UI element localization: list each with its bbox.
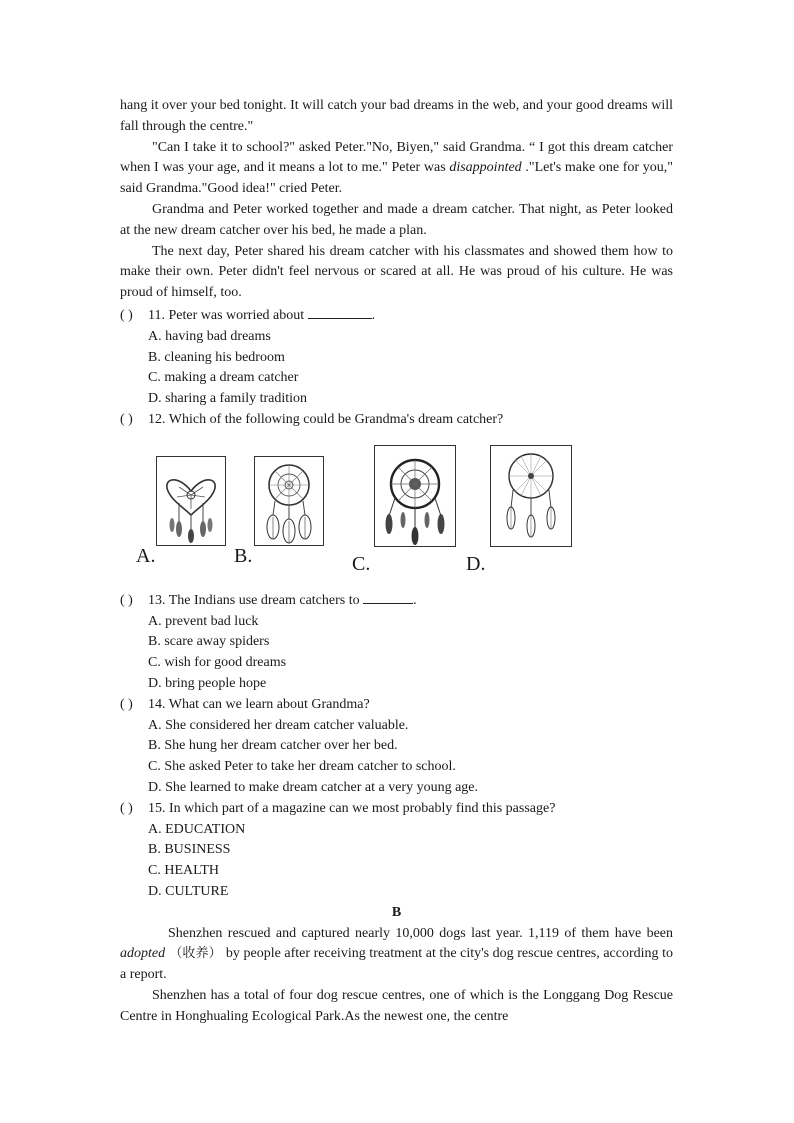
option-15c: C. HEALTH [148,863,220,879]
image-label-b: B. [234,544,253,567]
dream-catcher-image-c[interactable] [374,445,456,547]
answer-bracket[interactable]: ( ) [120,800,133,816]
paragraph-4: The next day, Peter shared his dream catcher with his classmates and showed them how to make their own. Peter didn't feel nervous or scared at all. He was proud of his culture. He was proud of himself, too. [120,243,673,301]
answer-blank [308,304,372,319]
answer-bracket[interactable]: ( ) [120,592,133,608]
image-label-d: D. [466,552,486,575]
option-14d: D. She learned to make dream catcher at a very young age. [148,779,479,795]
paragraph-3: Grandma and Peter worked together and made a dream catcher. That night, as Peter looked at the new dream catcher over his bed, he made a plan. [120,201,673,238]
option-13a: A. prevent bad luck [148,613,259,629]
answer-bracket[interactable]: ( ) [120,307,133,323]
option-15d: D. CULTURE [148,883,229,899]
option-11d: D. sharing a family tradition [148,391,308,407]
emphasis-disappointed: disappointed [449,160,522,176]
option-14c: C. She asked Peter to take her dream catcher to school. [148,759,456,775]
question-15: ( ) 15. In which part of a magazine can we most probably find this passage? [120,799,673,820]
b-paragraph-2: Shenzhen has a total of four dog rescue centres, one of which is the Longgang Dog Rescue Centre in Honghualing Ecological Park.As the newest one, the centre [120,987,673,1024]
dream-catcher-image-d[interactable] [490,445,572,547]
dream-catcher-image-a[interactable] [156,456,226,546]
option-13c: C. wish for good dreams [148,655,287,671]
question-14: ( ) 14. What can we learn about Grandma? [120,695,673,716]
emphasis-adopted: adopted [120,946,166,962]
dream-catcher-options [120,435,673,585]
question-11: ( ) 11. Peter was worried about . [120,304,673,327]
option-14b: B. She hung her dream catcher over her bed. [148,738,398,754]
b-paragraph-1: Shenzhen rescued and captured nearly 10,000 dogs last year. 1,119 of them have been adopted （收养） by people after receiving treatment at the city's dog rescue centres, according to a report. [120,925,673,983]
option-13d: D. bring people hope [148,675,267,691]
paragraph-2: "Can I take it to school?" asked Peter."No, Biyen," said Grandma. “ I got this dream catcher when I was your age, and it means a lot to me." Peter was disappointed ."Let's make one for you," said Grandma."Good idea!" cried Peter. [120,139,673,197]
dream-catcher-image-b[interactable] [254,456,324,546]
option-11c: C. making a dream catcher [148,370,299,386]
document-page [120,96,673,1027]
option-15a: A. EDUCATION [148,821,246,837]
answer-bracket[interactable]: ( ) [120,696,133,712]
answer-blank [363,589,413,604]
answer-bracket[interactable]: ( ) [120,411,133,427]
option-14a: A. She considered her dream catcher valuable. [148,717,409,733]
image-label-a: A. [136,544,156,567]
option-11a: A. having bad dreams [148,328,271,344]
question-13: ( ) 13. The Indians use dream catchers to . [120,589,673,612]
option-15b: B. BUSINESS [148,842,231,858]
image-label-c: C. [352,552,371,575]
option-13b: B. scare away spiders [148,634,270,650]
option-11b: B. cleaning his bedroom [148,349,285,365]
question-12: ( ) 12. Which of the following could be Grandma's dream catcher? [120,410,673,431]
paragraph-1: hang it over your bed tonight. It will catch your bad dreams in the web, and your good dreams will fall through the centre." [120,98,673,134]
section-heading-b: B [391,904,402,920]
